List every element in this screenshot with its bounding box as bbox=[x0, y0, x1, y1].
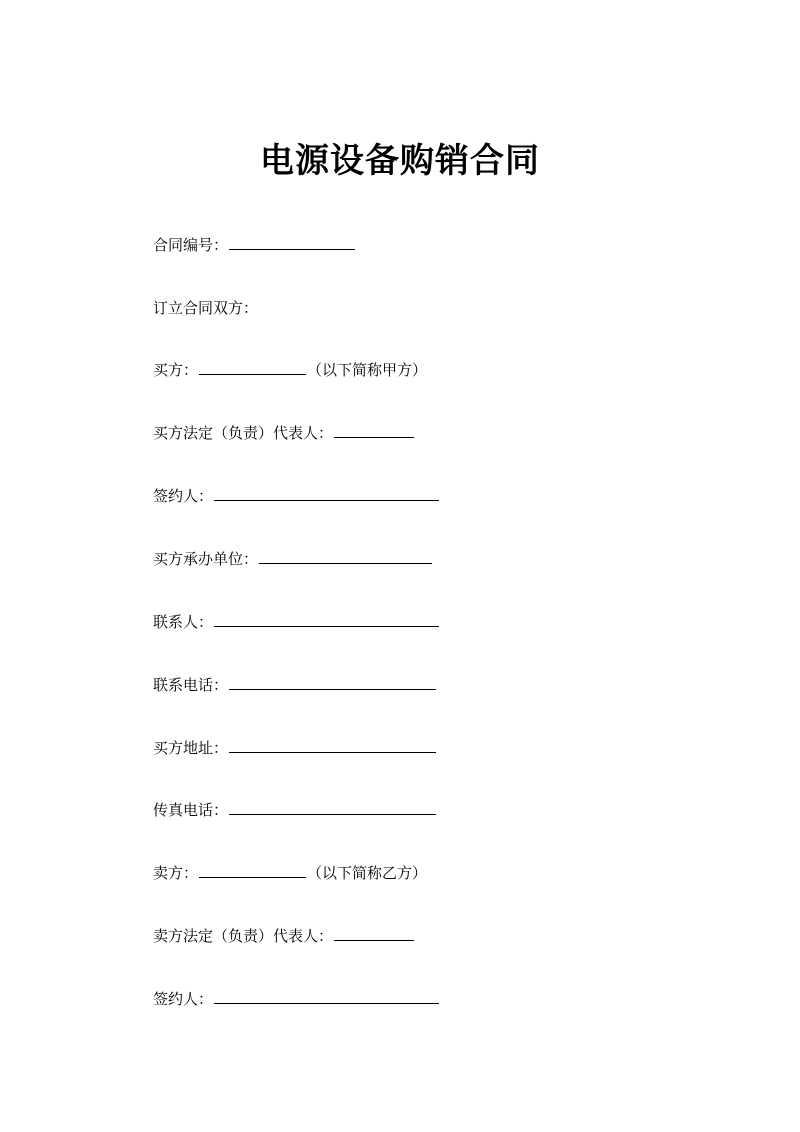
buyer-fax-blank[interactable] bbox=[229, 799, 436, 815]
buyer-address-label: 买方地址： bbox=[153, 739, 229, 757]
field-seller-rep bbox=[153, 925, 415, 947]
buyer-signer-blank[interactable] bbox=[214, 485, 439, 501]
field-buyer-unit bbox=[153, 548, 433, 570]
buyer-contact-label: 联系人： bbox=[153, 613, 214, 631]
buyer-phone-blank[interactable] bbox=[229, 674, 436, 690]
document-title: 电源设备购销合同 bbox=[260, 141, 540, 181]
seller-signer-blank[interactable] bbox=[214, 988, 439, 1004]
buyer-blank[interactable] bbox=[199, 359, 306, 375]
buyer-address-blank[interactable] bbox=[229, 737, 436, 753]
field-buyer-signer bbox=[153, 485, 440, 507]
field-contract-no bbox=[153, 234, 356, 256]
field-buyer-contact bbox=[153, 611, 440, 633]
buyer-signer-label: 签约人： bbox=[153, 487, 214, 505]
field-seller bbox=[153, 862, 427, 884]
field-buyer-phone bbox=[153, 674, 437, 696]
field-seller-signer bbox=[153, 988, 440, 1010]
field-buyer bbox=[153, 359, 427, 381]
seller-rep-blank[interactable] bbox=[334, 925, 414, 941]
field-buyer-rep bbox=[153, 422, 415, 444]
seller-signer-label: 签约人： bbox=[153, 990, 214, 1008]
seller-label: 卖方： bbox=[153, 864, 199, 882]
parties-label: 订立合同双方： bbox=[153, 299, 259, 317]
contract-no-blank[interactable] bbox=[229, 234, 355, 250]
buyer-unit-label: 买方承办单位： bbox=[153, 550, 259, 568]
buyer-suffix: （以下简称甲方） bbox=[307, 361, 428, 379]
field-parties bbox=[153, 297, 258, 319]
buyer-fax-label: 传真电话： bbox=[153, 801, 229, 819]
seller-blank[interactable] bbox=[199, 862, 306, 878]
buyer-label: 买方： bbox=[153, 361, 199, 379]
contract-no-label: 合同编号： bbox=[153, 236, 229, 254]
buyer-contact-blank[interactable] bbox=[214, 611, 439, 627]
field-buyer-address bbox=[153, 737, 437, 759]
buyer-rep-label: 买方法定（负责）代表人： bbox=[153, 424, 334, 442]
buyer-unit-blank[interactable] bbox=[259, 548, 432, 564]
buyer-rep-blank[interactable] bbox=[334, 422, 414, 438]
buyer-phone-label: 联系电话： bbox=[153, 676, 229, 694]
seller-suffix: （以下简称乙方） bbox=[307, 864, 428, 882]
field-buyer-fax bbox=[153, 799, 437, 821]
seller-rep-label: 卖方法定（负责）代表人： bbox=[153, 927, 334, 945]
